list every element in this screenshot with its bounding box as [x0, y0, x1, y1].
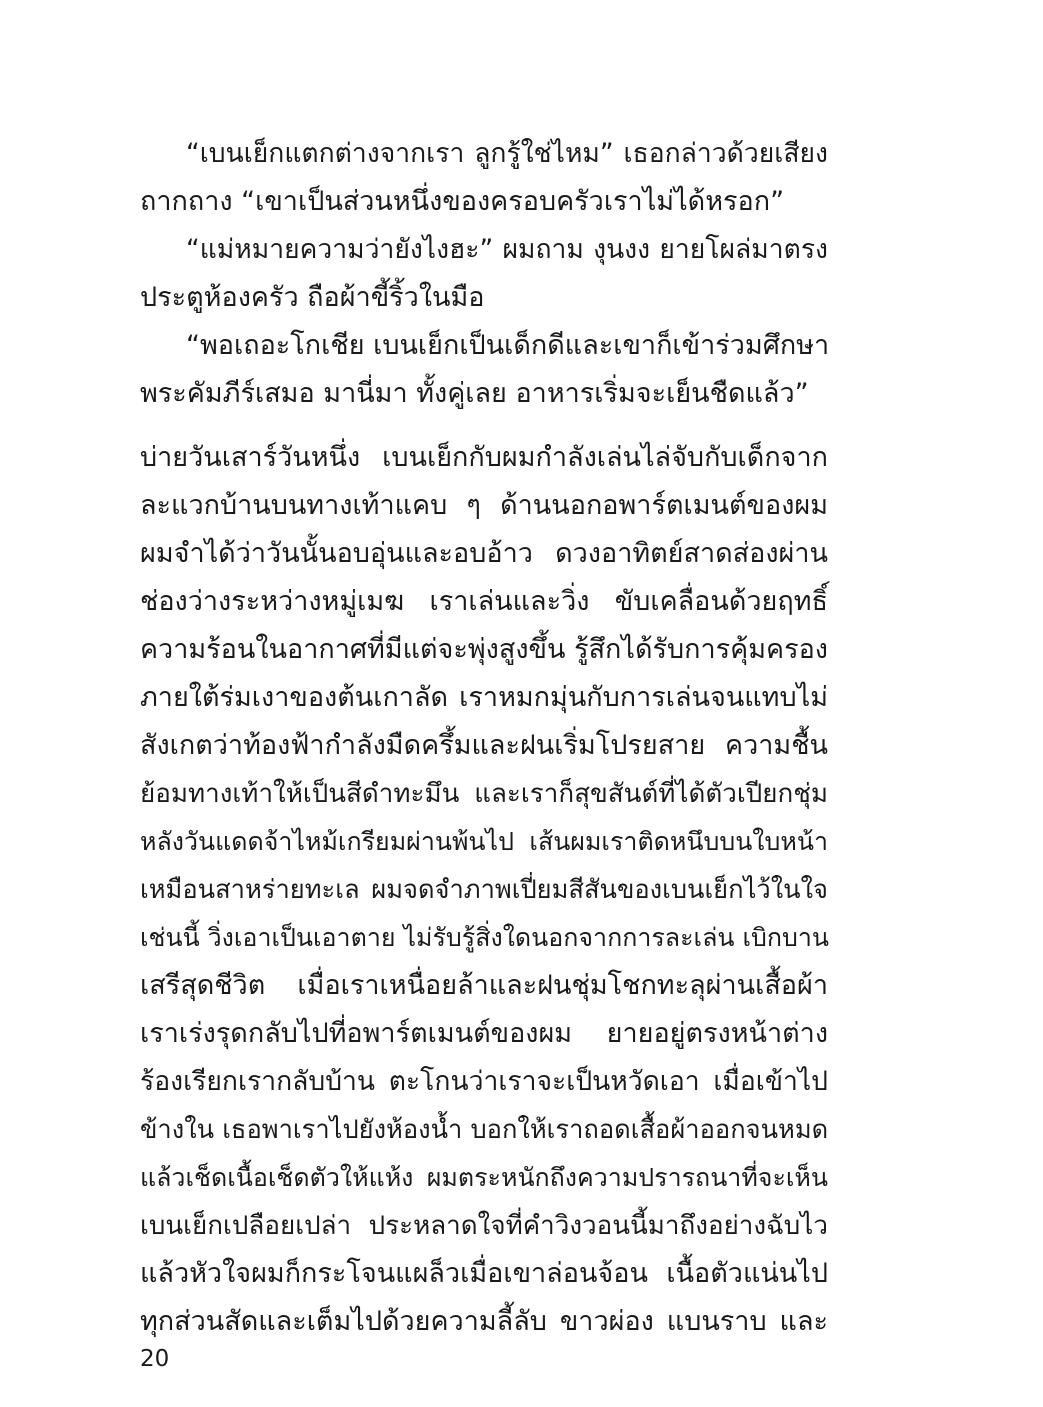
narrative-line: ความร้อนในอากาศที่มีแต่จะพุ่งสูงขึ้น รู้สึกได้รับการคุ้มครอง — [140, 634, 828, 665]
narrative-line: ย้อมทางเท้าให้เป็นสีดำทะมึน และเราก็สุขสันต์ที่ได้ตัวเปียกชุ่ม — [140, 779, 828, 809]
dialogue-line: “พอเถอะโกเชีย เบนเย็กเป็นเด็กดีและเขาก็เข้าร่วมศึกษา — [186, 330, 830, 361]
narrative-line: ละแวกบ้านบนทางเท้าแคบ ๆ ด้านนอกอพาร์ตเมนต์ของผม — [140, 490, 828, 521]
dialogue-line: “แม่หมายความว่ายังไงฮะ” ผมถาม งุนงง ยายโผล่มาตรง — [186, 234, 828, 265]
narrative-line: หลังวันแดดจ้าไหม้เกรียมผ่านพ้นไป เส้นผมเราติดหนึบบนใบหน้า — [140, 827, 828, 856]
narrative-line: เราเร่งรุดกลับไปที่อพาร์ตเมนต์ของผม ยายอยู่ตรงหน้าต่าง — [140, 1018, 828, 1049]
narrative-line: ช่องว่างระหว่างหมู่เมฆ เราเล่นและวิ่ง ขับเคลื่อนด้วยฤทธิ์ — [140, 586, 828, 617]
dialogue-line: ถากถาง “เขาเป็นส่วนหนึ่งของครอบครัวเราไม่ได้หรอก” — [140, 186, 785, 217]
narrative-line: สังเกตว่าท้องฟ้ากำลังมืดครึ้มและฝนเริ่มโปรยสาย ความชื้น — [140, 730, 828, 761]
dialogue-line: พระคัมภีร์เสมอ มานี่มา ทั้งคู่เลย อาหารเริ่มจะเย็นชืดแล้ว” — [140, 378, 809, 409]
narrative-line: ข้างใน เธอพาเราไปยังห้องน้ำ บอกให้เราถอดเสื้อผ้าออกจนหมด — [140, 1115, 829, 1145]
dialogue-line: ประตูห้องครัว ถือผ้าขี้ริ้วในมือ — [140, 282, 485, 313]
narrative-line: ผมจำได้ว่าวันนั้นอบอุ่นและอบอ้าว ดวงอาทิตย์สาดส่องผ่าน — [140, 538, 828, 569]
narrative-line: เสรีสุดชีวิต เมื่อเราเหนื่อยล้าและฝนชุ่มโชกทะลุผ่านเสื้อผ้า — [140, 970, 828, 1001]
narrative-line: เช่นนี้ วิ่งเอาเป็นเอาตาย ไม่รับรู้สิ่งใดนอกจากการละเล่น เบิกบาน — [140, 923, 830, 952]
narrative-line: บ่ายวันเสาร์วันหนึ่ง เบนเย็กกับผมกำลังเล่นไล่จับกับเด็กจาก — [140, 442, 828, 473]
narrative-line: เบนเย็กเปลือยเปล่า ประหลาดใจที่คำวิงวอนนี้มาถึงอย่างฉับไว — [140, 1211, 828, 1241]
dialogue-line: “เบนเย็กแตกต่างจากเรา ลูกรู้ใช่ไหม” เธอกล่าวด้วยเสียง — [186, 138, 828, 169]
narrative-line: เหมือนสาหร่ายทะเล ผมจดจำภาพเปี่ยมสีสันของเบนเย็กไว้ในใจ — [140, 875, 828, 905]
dialogue-section — [140, 130, 828, 418]
narrative-line: ภายใต้ร่มเงาของต้นเกาลัด เราหมกมุ่นกับการเล่นจนแทบไม่ — [140, 682, 828, 713]
narrative-line: แล้วเช็ดเนื้อเช็ดตัวให้แห้ง ผมตระหนักถึงความปรารถนาที่จะเห็น — [140, 1163, 828, 1192]
narrative-paragraph — [140, 434, 828, 1346]
narrative-line: ร้องเรียกเรากลับบ้าน ตะโกนว่าเราจะเป็นหวัดเอา เมื่อเข้าไป — [140, 1066, 828, 1097]
page-number: 20 — [140, 1346, 170, 1372]
narrative-line: แล้วหัวใจผมก็กระโจนแผล็วเมื่อเขาล่อนจ้อน เนื้อตัวแน่นไป — [140, 1258, 828, 1289]
narrative-line: ทุกส่วนสัดและเต็มไปด้วยความลี้ลับ ขาวผ่อง แบนราบ และ — [140, 1306, 828, 1337]
